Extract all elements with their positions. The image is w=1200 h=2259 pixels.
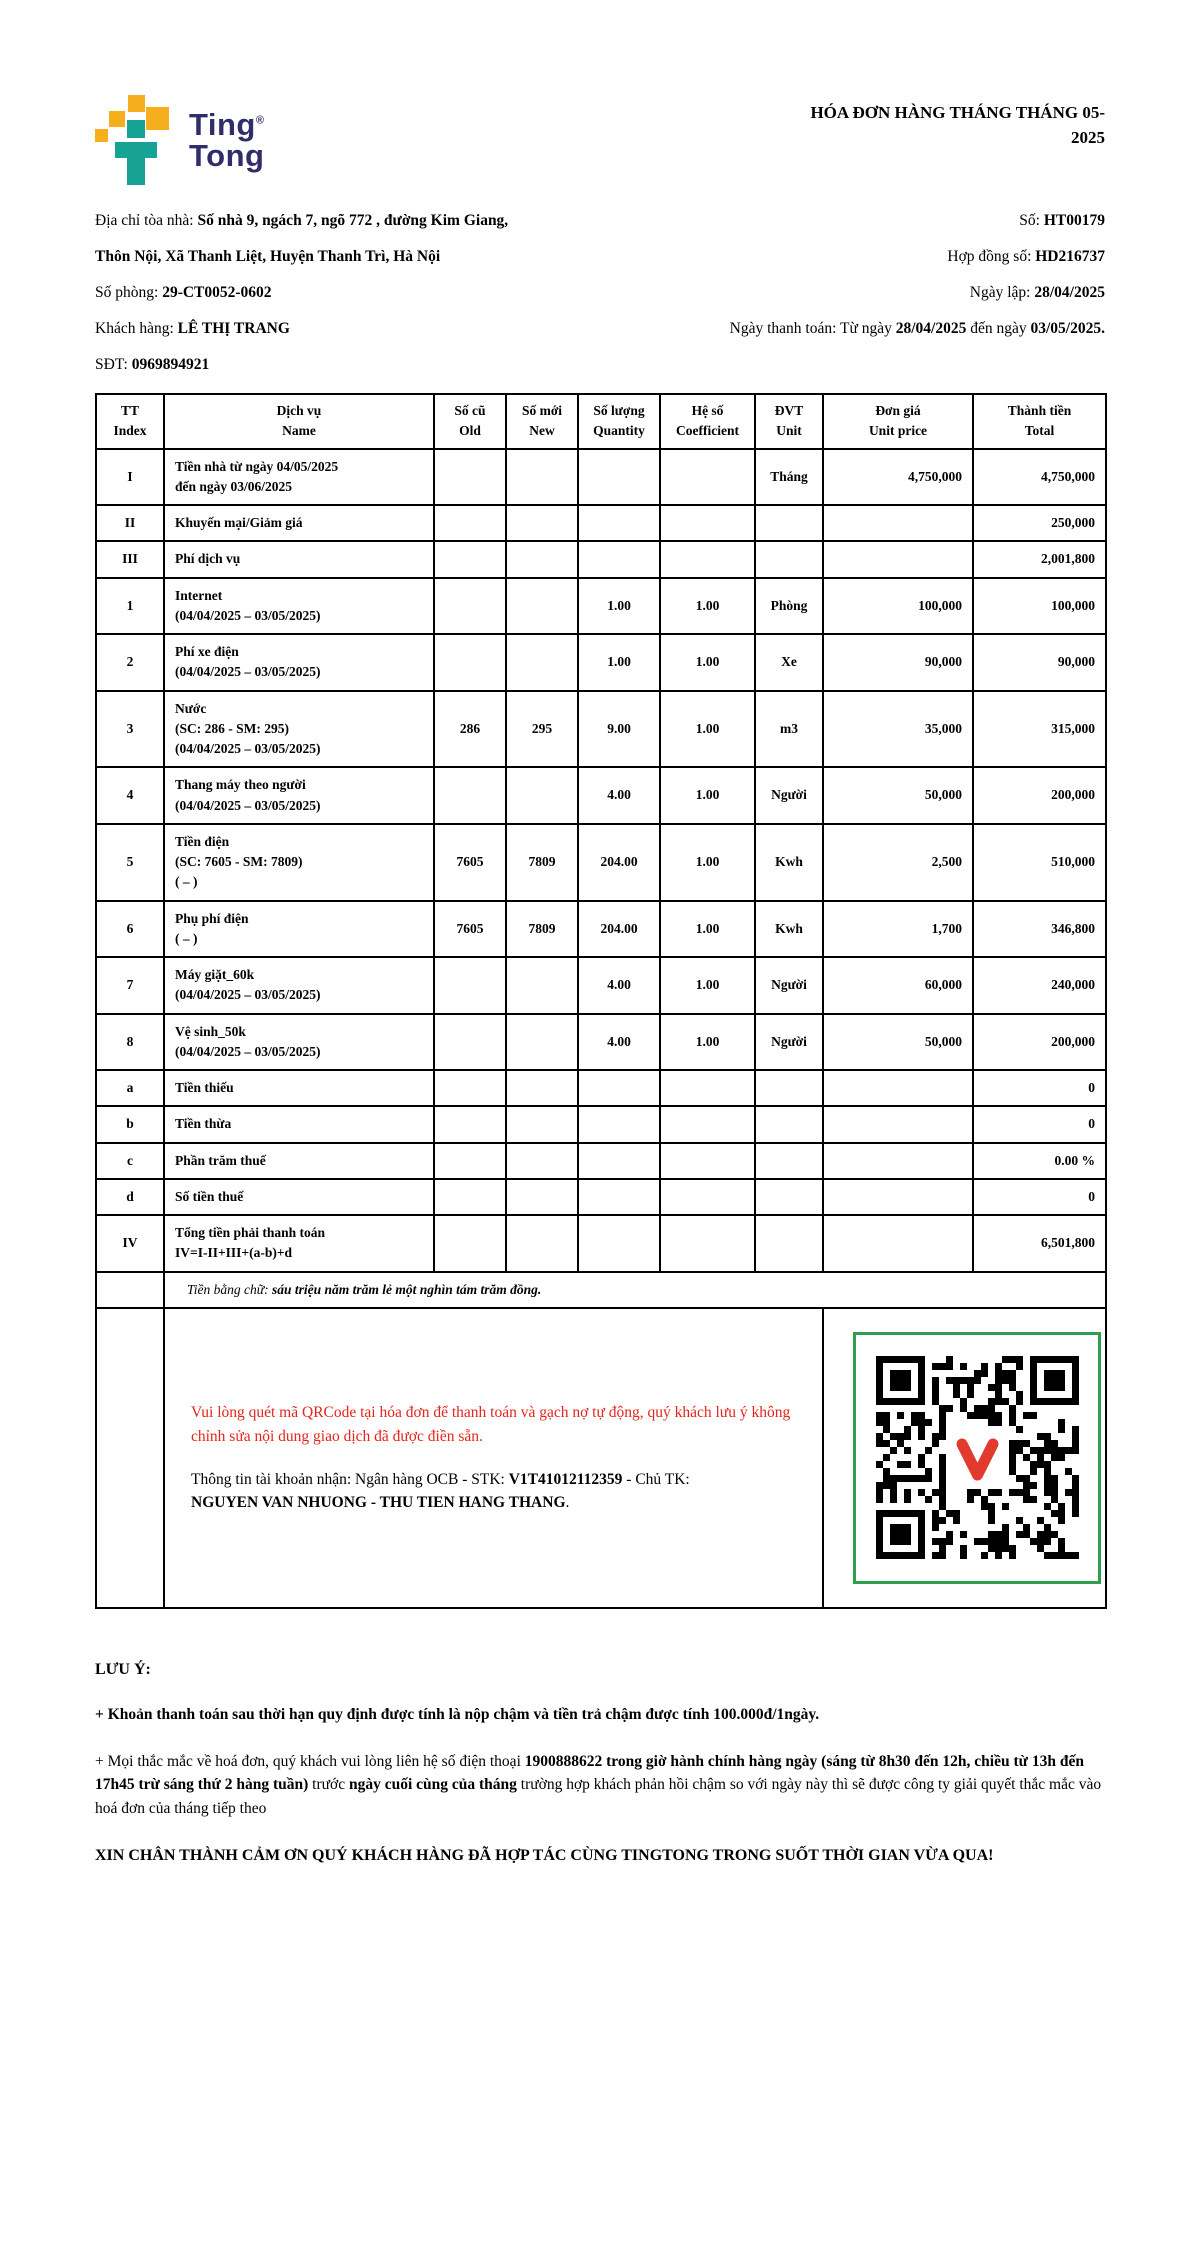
cell-index: c bbox=[96, 1143, 164, 1179]
cell-unit bbox=[755, 1143, 823, 1179]
building-address-line1: Địa chỉ tòa nhà: Số nhà 9, ngách 7, ngõ 772 , đường Kim Giang, bbox=[95, 212, 509, 229]
cell-total: 4,750,000 bbox=[973, 449, 1106, 506]
cell-price bbox=[823, 505, 973, 541]
cell-coef: 1.00 bbox=[660, 691, 755, 768]
cell-name: Phần trăm thuế bbox=[164, 1143, 434, 1179]
cell-index: 2 bbox=[96, 634, 164, 691]
cell-total: 0 bbox=[973, 1179, 1106, 1215]
cell-name: Internet (04/04/2025 – 03/05/2025) bbox=[164, 578, 434, 635]
cell-index: 1 bbox=[96, 578, 164, 635]
cell-total: 2,001,800 bbox=[973, 541, 1106, 577]
tingtong-logo-icon bbox=[95, 95, 175, 187]
cell-name: Phí dịch vụ bbox=[164, 541, 434, 577]
cell-unit: Phòng bbox=[755, 578, 823, 635]
cell-total: 200,000 bbox=[973, 1014, 1106, 1071]
cell-price bbox=[823, 1143, 973, 1179]
cell-price: 90,000 bbox=[823, 634, 973, 691]
column-header: Số cũ Old bbox=[434, 394, 506, 449]
cell-new bbox=[506, 1014, 578, 1071]
cell-total: 510,000 bbox=[973, 824, 1106, 901]
cell-coef: 1.00 bbox=[660, 767, 755, 824]
cell-unit: Người bbox=[755, 767, 823, 824]
payment-period: Ngày thanh toán: Từ ngày 28/04/2025 đến ngày 03/05/2025. bbox=[729, 320, 1105, 337]
invoice-row-3 bbox=[96, 691, 1106, 768]
customer-phone: SĐT: 0969894921 bbox=[95, 356, 210, 373]
cell-unit bbox=[755, 505, 823, 541]
qr-pattern bbox=[876, 1356, 1079, 1559]
cell-total: 346,800 bbox=[973, 901, 1106, 958]
cell-index: III bbox=[96, 541, 164, 577]
invoice-row-d bbox=[96, 1179, 1106, 1215]
cell-old bbox=[434, 1106, 506, 1142]
cell-new bbox=[506, 541, 578, 577]
invoice-row-2 bbox=[96, 634, 1106, 691]
cell-index: 8 bbox=[96, 1014, 164, 1071]
amount-in-words-row bbox=[96, 1272, 1106, 1308]
support-note: + Mọi thắc mắc về hoá đơn, quý khách vui lòng liên hệ số điện thoại 1900888622 trong giờ hành chính hàng ngày (sáng từ 8h30 đến 12h, chiều từ 13h đến 17h45 trừ sáng thứ 2 hàng tuần) trước ngày cuối cùng của tháng trường hợp khách phản hồi chậm so với ngày này thì sẽ được công ty giải quyết thắc mắc vào hoá đơn của tháng tiếp theo bbox=[95, 1753, 1102, 1817]
qr-scan-note: Vui lòng quét mã QRCode tại hóa đơn để thanh toán và gạch nợ tự động, quý khách lưu ý không chỉnh sửa nội dung giao dịch đã được điền sẵn. bbox=[191, 1404, 791, 1445]
cell-index: II bbox=[96, 505, 164, 541]
cell-price: 1,700 bbox=[823, 901, 973, 958]
cell-coef bbox=[660, 1143, 755, 1179]
cell-new bbox=[506, 767, 578, 824]
cell-unit bbox=[755, 1070, 823, 1106]
cell-old: 286 bbox=[434, 691, 506, 768]
cell-qty: 4.00 bbox=[578, 1014, 660, 1071]
cell-qty bbox=[578, 541, 660, 577]
invoice-row-a bbox=[96, 1070, 1106, 1106]
cell-unit bbox=[755, 1106, 823, 1142]
cell-total: 0 bbox=[973, 1070, 1106, 1106]
cell-old bbox=[434, 767, 506, 824]
cell-new bbox=[506, 449, 578, 506]
cell-price: 35,000 bbox=[823, 691, 973, 768]
cell-qty bbox=[578, 505, 660, 541]
cell-old bbox=[434, 1215, 506, 1272]
cell-new bbox=[506, 578, 578, 635]
cell-index: 5 bbox=[96, 824, 164, 901]
cell-total: 6,501,800 bbox=[973, 1215, 1106, 1272]
invoice-header bbox=[95, 95, 1105, 187]
cell-old bbox=[434, 957, 506, 1014]
cell-coef: 1.00 bbox=[660, 824, 755, 901]
cell-coef bbox=[660, 449, 755, 506]
registered-mark: ® bbox=[255, 114, 265, 127]
invoice-info bbox=[95, 203, 1105, 383]
cell-price bbox=[823, 1215, 973, 1272]
cell-total: 240,000 bbox=[973, 957, 1106, 1014]
payment-instructions bbox=[164, 1308, 823, 1608]
cell-total: 200,000 bbox=[973, 767, 1106, 824]
cell-new bbox=[506, 1143, 578, 1179]
cell-total: 90,000 bbox=[973, 634, 1106, 691]
cell-coef bbox=[660, 1106, 755, 1142]
cell-name: Tiền nhà từ ngày 04/05/2025 đến ngày 03/06/2025 bbox=[164, 449, 434, 506]
qr-code bbox=[853, 1332, 1101, 1584]
cell-price: 50,000 bbox=[823, 767, 973, 824]
amount-in-words: Tiền bằng chữ: sáu triệu năm trăm lẻ một nghìn tám trăm đồng. bbox=[164, 1272, 1106, 1308]
invoice-row-5 bbox=[96, 824, 1106, 901]
room-number: Số phòng: 29-CT0052-0602 bbox=[95, 284, 272, 301]
column-header: Số mới New bbox=[506, 394, 578, 449]
cell-name: Nước (SC: 286 - SM: 295) (04/04/2025 – 03/05/2025) bbox=[164, 691, 434, 768]
thank-you-note: XIN CHÂN THÀNH CẢM ƠN QUÝ KHÁCH HÀNG ĐÃ HỢP TÁC CÙNG TINGTONG TRONG SUỐT THỜI GIAN VỪA QUA! bbox=[95, 1846, 994, 1864]
cell-unit: Kwh bbox=[755, 824, 823, 901]
cell-new bbox=[506, 1215, 578, 1272]
cell-new bbox=[506, 1179, 578, 1215]
invoice-footer bbox=[95, 1661, 1105, 1868]
cell-old bbox=[434, 541, 506, 577]
cell-qty: 4.00 bbox=[578, 767, 660, 824]
invoice-table-body bbox=[96, 449, 1106, 1272]
cell-qty: 9.00 bbox=[578, 691, 660, 768]
cell-name: Vệ sinh_50k (04/04/2025 – 03/05/2025) bbox=[164, 1014, 434, 1071]
cell-price bbox=[823, 1106, 973, 1142]
cell-index: b bbox=[96, 1106, 164, 1142]
cell-coef bbox=[660, 541, 755, 577]
cell-name: Tiền thừa bbox=[164, 1106, 434, 1142]
invoice-row-I bbox=[96, 449, 1106, 506]
cell-qty: 204.00 bbox=[578, 824, 660, 901]
cell-old bbox=[434, 1070, 506, 1106]
qr-row bbox=[96, 1308, 1106, 1608]
cell-coef bbox=[660, 505, 755, 541]
cell-name: Phụ phí điện ( – ) bbox=[164, 901, 434, 958]
cell-price: 2,500 bbox=[823, 824, 973, 901]
contract-number: Hợp đồng số: HD216737 bbox=[947, 248, 1105, 265]
column-header: Dịch vụ Name bbox=[164, 394, 434, 449]
column-header: Đơn giá Unit price bbox=[823, 394, 973, 449]
cell-new: 7809 bbox=[506, 901, 578, 958]
cell-total: 250,000 bbox=[973, 505, 1106, 541]
column-header: Hệ số Coefficient bbox=[660, 394, 755, 449]
cell-unit: m3 bbox=[755, 691, 823, 768]
tingtong-logo bbox=[95, 95, 264, 187]
cell-old bbox=[434, 578, 506, 635]
invoice-row-II bbox=[96, 505, 1106, 541]
cell-coef: 1.00 bbox=[660, 957, 755, 1014]
cell-index: 4 bbox=[96, 767, 164, 824]
cell-index: 6 bbox=[96, 901, 164, 958]
cell-unit: Kwh bbox=[755, 901, 823, 958]
cell-new: 295 bbox=[506, 691, 578, 768]
column-header: ĐVT Unit bbox=[755, 394, 823, 449]
qr-logo-v-icon bbox=[962, 1444, 993, 1475]
cell-new bbox=[506, 634, 578, 691]
cell-qty bbox=[578, 449, 660, 506]
cell-qty bbox=[578, 1143, 660, 1179]
cell-old: 7605 bbox=[434, 824, 506, 901]
cell-unit bbox=[755, 1179, 823, 1215]
cell-old bbox=[434, 634, 506, 691]
cell-price bbox=[823, 1179, 973, 1215]
cell-total: 0 bbox=[973, 1106, 1106, 1142]
cell-qty bbox=[578, 1215, 660, 1272]
cell-total: 0.00 % bbox=[973, 1143, 1106, 1179]
invoice-row-7 bbox=[96, 957, 1106, 1014]
cell-old bbox=[434, 1179, 506, 1215]
cell-old bbox=[434, 449, 506, 506]
cell-qty bbox=[578, 1106, 660, 1142]
notes-title: LƯU Ý: bbox=[95, 1660, 151, 1678]
cell-name: Thang máy theo người (04/04/2025 – 03/05/2025) bbox=[164, 767, 434, 824]
cell-qty bbox=[578, 1070, 660, 1106]
cell-total: 100,000 bbox=[973, 578, 1106, 635]
cell-unit bbox=[755, 541, 823, 577]
late-fee-note: + Khoản thanh toán sau thời hạn quy định được tính là nộp chậm và tiền trả chậm được tính 100.000đ/1ngày. bbox=[95, 1705, 820, 1723]
cell-new bbox=[506, 957, 578, 1014]
empty-index-cell bbox=[96, 1272, 164, 1308]
cell-unit: Người bbox=[755, 1014, 823, 1071]
tingtong-wordmark: Ting® Tong bbox=[189, 107, 265, 173]
cell-index: a bbox=[96, 1070, 164, 1106]
invoice-row-4 bbox=[96, 767, 1106, 824]
qr-cell bbox=[823, 1308, 1106, 1608]
column-header: Số lượng Quantity bbox=[578, 394, 660, 449]
building-address-line2: Thôn Nội, Xã Thanh Liệt, Huyện Thanh Trì, Hà Nội bbox=[95, 248, 441, 265]
invoice-row-b bbox=[96, 1106, 1106, 1142]
cell-index: d bbox=[96, 1179, 164, 1215]
cell-price: 100,000 bbox=[823, 578, 973, 635]
cell-index: 7 bbox=[96, 957, 164, 1014]
cell-price: 60,000 bbox=[823, 957, 973, 1014]
cell-coef bbox=[660, 1179, 755, 1215]
cell-new bbox=[506, 505, 578, 541]
cell-coef: 1.00 bbox=[660, 578, 755, 635]
cell-price: 4,750,000 bbox=[823, 449, 973, 506]
cell-unit bbox=[755, 1215, 823, 1272]
empty-index-cell bbox=[96, 1308, 164, 1608]
cell-qty: 204.00 bbox=[578, 901, 660, 958]
cell-unit: Tháng bbox=[755, 449, 823, 506]
cell-name: Máy giặt_60k (04/04/2025 – 03/05/2025) bbox=[164, 957, 434, 1014]
invoice-row-8 bbox=[96, 1014, 1106, 1071]
cell-coef: 1.00 bbox=[660, 1014, 755, 1071]
cell-name: Số tiền thuế bbox=[164, 1179, 434, 1215]
invoice-row-c bbox=[96, 1143, 1106, 1179]
invoice-row-IV bbox=[96, 1215, 1106, 1272]
cell-coef: 1.00 bbox=[660, 634, 755, 691]
cell-coef: 1.00 bbox=[660, 901, 755, 958]
bank-account-info: Thông tin tài khoản nhận: Ngân hàng OCB - STK: V1T41012112359 - Chủ TK: NGUYEN VAN NHUONG - THU TIEN HANG THANG. bbox=[191, 1470, 690, 1511]
invoice-row-III bbox=[96, 541, 1106, 577]
cell-name: Phí xe điện (04/04/2025 – 03/05/2025) bbox=[164, 634, 434, 691]
cell-price: 50,000 bbox=[823, 1014, 973, 1071]
cell-qty: 1.00 bbox=[578, 634, 660, 691]
cell-price bbox=[823, 1070, 973, 1106]
cell-old bbox=[434, 505, 506, 541]
cell-total: 315,000 bbox=[973, 691, 1106, 768]
column-header: TT Index bbox=[96, 394, 164, 449]
cell-name: Tổng tiền phải thanh toán IV=I-II+III+(a-b)+d bbox=[164, 1215, 434, 1272]
cell-coef bbox=[660, 1215, 755, 1272]
cell-index: 3 bbox=[96, 691, 164, 768]
cell-coef bbox=[660, 1070, 755, 1106]
cell-new bbox=[506, 1070, 578, 1106]
invoice-table-head-row bbox=[96, 394, 1106, 449]
cell-old bbox=[434, 1014, 506, 1071]
cell-unit: Xe bbox=[755, 634, 823, 691]
cell-price bbox=[823, 541, 973, 577]
cell-index: I bbox=[96, 449, 164, 506]
cell-new: 7809 bbox=[506, 824, 578, 901]
cell-qty: 4.00 bbox=[578, 957, 660, 1014]
page-title: HÓA ĐƠN HÀNG THÁNG THÁNG 05- 2025 bbox=[810, 103, 1105, 147]
cell-unit: Người bbox=[755, 957, 823, 1014]
column-header: Thành tiền Total bbox=[973, 394, 1106, 449]
customer-name: Khách hàng: LÊ THỊ TRANG bbox=[95, 320, 290, 337]
cell-name: Khuyến mại/Giảm giá bbox=[164, 505, 434, 541]
cell-name: Tiền thiếu bbox=[164, 1070, 434, 1106]
cell-qty bbox=[578, 1179, 660, 1215]
cell-new bbox=[506, 1106, 578, 1142]
cell-name: Tiền điện (SC: 7605 - SM: 7809) ( – ) bbox=[164, 824, 434, 901]
invoice-table bbox=[95, 393, 1107, 1609]
cell-old: 7605 bbox=[434, 901, 506, 958]
invoice-row-6 bbox=[96, 901, 1106, 958]
cell-index: IV bbox=[96, 1215, 164, 1272]
cell-qty: 1.00 bbox=[578, 578, 660, 635]
cell-old bbox=[434, 1143, 506, 1179]
invoice-number: Số: HT00179 bbox=[1019, 212, 1105, 229]
invoice-row-1 bbox=[96, 578, 1106, 635]
issue-date: Ngày lập: 28/04/2025 bbox=[969, 284, 1105, 301]
